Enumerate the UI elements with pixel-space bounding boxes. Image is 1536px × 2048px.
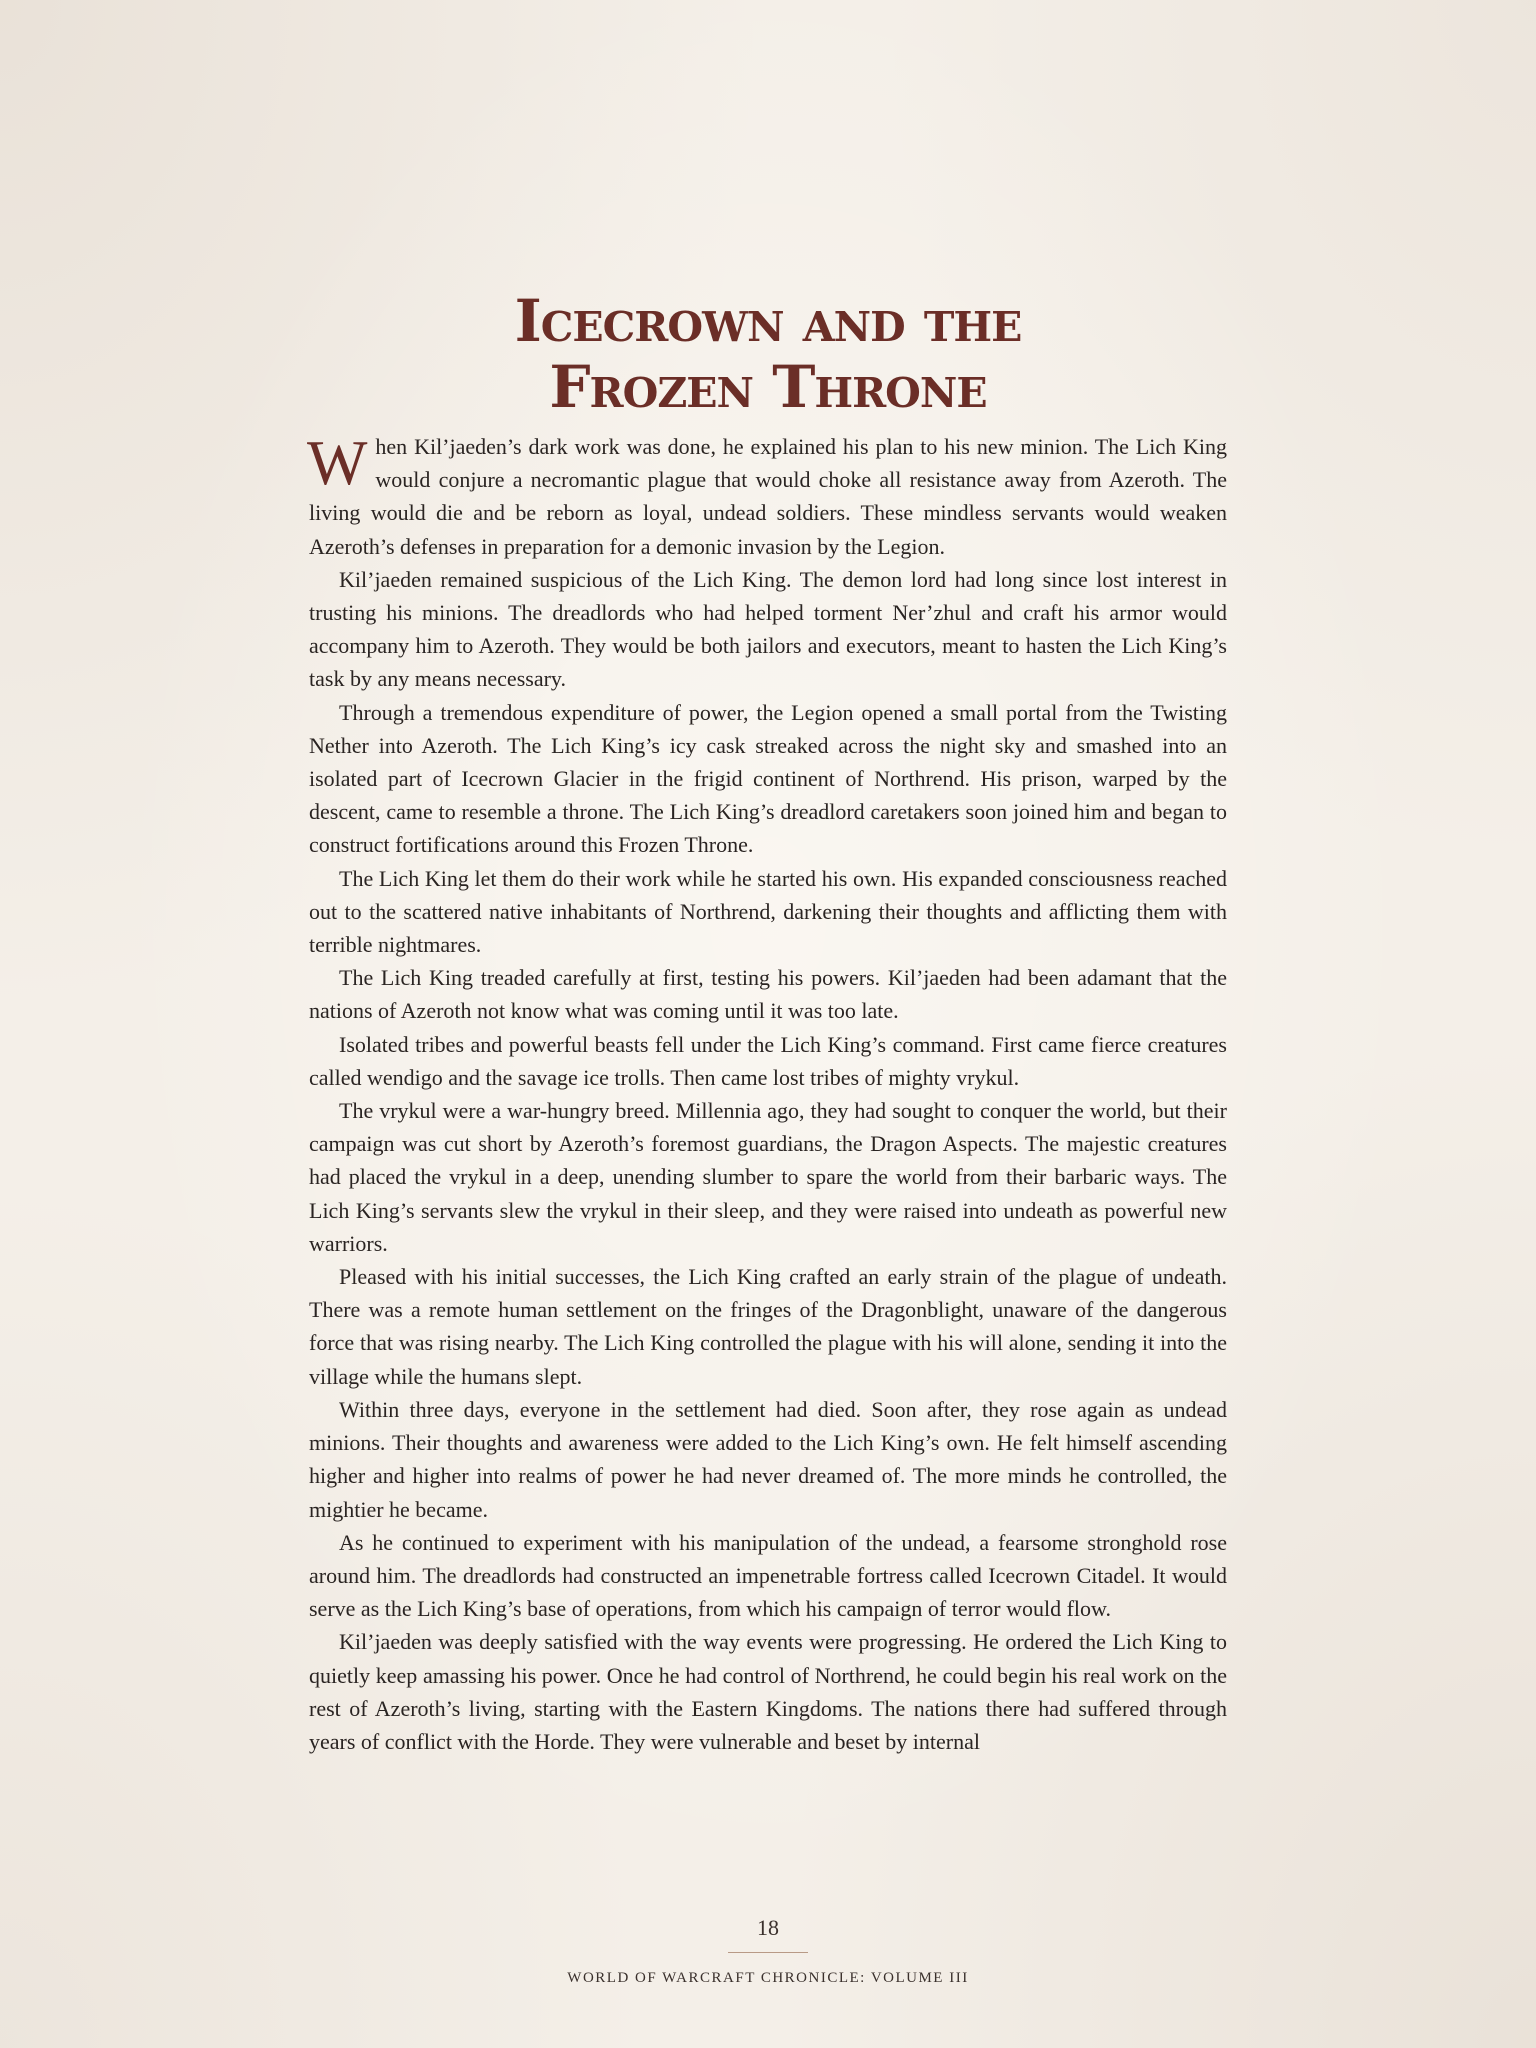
body-text [307,427,1227,1758]
running-footer-title: WORLD OF WARCRAFT CHRONICLE: VOLUME III [567,1970,969,1986]
paragraph-6: Isolated tribes and powerful beasts fell under the Lich King’s command. First came fierce creatures called wendigo and the savage ice trolls. Then came lost tribes of mighty vrykul. [309,1031,1227,1090]
chapter-title-line-1: Icecrown and the [514,287,1022,355]
footer-divider [728,1952,808,1953]
page-number: 18 [757,1915,779,1940]
paragraph-8: Pleased with his initial successes, the Lich King crafted an early strain of the plague of undeath. There was a remote human settlement on the fringes of the Dragonblight, unaware of the dangerous force that was rising nearby. The Lich King controlled the plague with his will alone, sending it into the village while the humans slept. [309,1264,1227,1389]
paragraph-5: The Lich King treaded carefully at first, testing his powers. Kil’jaeden had been adamant that the nations of Azeroth not know what was coming until it was too late. [309,965,1227,1024]
paragraph-3: Through a tremendous expenditure of power, the Legion opened a small portal from the Twisting Nether into Azeroth. The Lich King’s icy cask streaked across the night sky and smashed into an isolated part of Icecrown Glacier in the frigid continent of Northrend. His prison, warped by the descent, came to resemble a throne. The Lich King’s dreadlord caretakers soon joined him and began to construct fortifications around this Frozen Throne. [309,699,1227,858]
chapter-title-line-2: Frozen Throne [549,353,987,421]
paragraph-10: As he continued to experiment with his manipulation of the undead, a fearsome stronghold rose around him. The dreadlords had constructed an impenetrable fortress called Icecrown Citadel. It would serve as the Lich King’s base of operations, from which his campaign of terror would flow. [309,1529,1227,1622]
paragraph-4: The Lich King let them do their work while he started his own. His expanded consciousness reached out to the scattered native inhabitants of Northrend, darkening their thoughts and afflicting them with terrible nightmares. [309,865,1227,958]
paragraph-2: Kil’jaeden remained suspicious of the Lich King. The demon lord had long since lost interest in trusting his minions. The dreadlords who had helped torment Ner’zhul and craft his armor would accompany him to Azeroth. They would be both jailors and executors, meant to hasten the Lich King’s task by any means necessary. [309,566,1227,692]
paragraph-9: Within three days, everyone in the settlement had died. Soon after, they rose again as undead minions. Their thoughts and awareness were added to the Lich King’s own. He felt himself ascending higher and higher into realms of power he had never dreamed of. The more minds he controlled, the mightier he became. [309,1396,1227,1522]
paragraph-11: Kil’jaeden was deeply satisfied with the way events were progressing. He ordered the Lich King to quietly keep amassing his power. Once he had control of Northrend, he could begin his real work on the rest of Azeroth’s living, starting with the Eastern Kingdoms. The nations there had suffered through years of conflict with the Horde. They were vulnerable and beset by internal [309,1629,1227,1754]
paragraph-text: hen Kil’jaeden’s dark work was done, he explained his plan to his new minion. The Lich King would conjure a necromantic plague that would choke all resistance away from Azeroth. The living would die and be reborn as loyal, undead soldiers. These mindless servants would weaken Azeroth’s defenses in preparation for a demonic invasion by the Legion. [309,434,1227,559]
paragraph-7: The vrykul were a war-hungry breed. Millennia ago, they had sought to conquer the world, but their campaign was cut short by Azeroth’s foremost guardians, the Dragon Aspects. The majestic creatures had placed the vrykul in a deep, unending slumber to spare the world from their barbaric ways. The Lich King’s servants slew the vrykul in their sleep, and they were raised into undeath as powerful new warriors. [309,1098,1227,1256]
drop-cap: W [307,427,368,498]
chapter-title [0,288,1536,420]
paragraph-1 [307,427,1227,563]
